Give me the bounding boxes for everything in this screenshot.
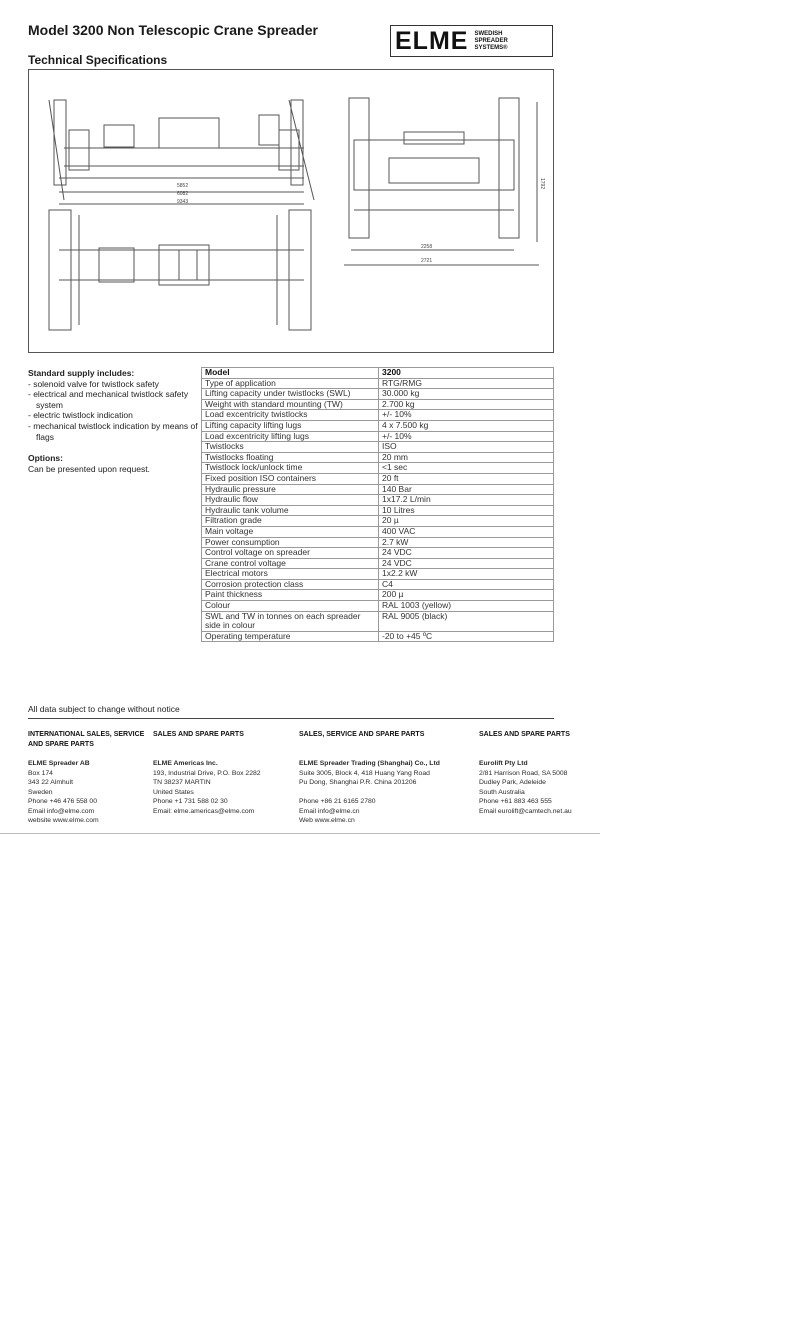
table-row: [202, 526, 554, 537]
contact-line: Email info@elme.com: [28, 807, 95, 815]
spec-label: Lifting capacity lifting lugs: [202, 420, 379, 431]
spec-value: 4 x 7.500 kg: [379, 420, 554, 431]
spec-label: Corrosion protection class: [202, 579, 379, 590]
spec-label: Main voltage: [202, 526, 379, 537]
table-row: [202, 601, 554, 612]
spec-value: 20 ft: [379, 473, 554, 484]
dimension-label: 2258: [421, 244, 433, 250]
supply-item: - solenoid valve for twistlock safety: [28, 378, 159, 389]
standard-supply: [28, 368, 198, 442]
contact-line: 343 22 Almhult: [28, 779, 73, 786]
table-row: [202, 410, 554, 421]
spec-value: 24 VDC: [379, 558, 554, 569]
spec-label: Lifting capacity under twistlocks (SWL): [202, 389, 379, 400]
contact-line: 193, Industrial Drive, P.O. Box 2282: [153, 769, 261, 777]
spec-label: Control voltage on spreader: [202, 548, 379, 559]
spec-value: RTG/RMG: [379, 378, 554, 389]
spec-value: 1x17.2 L/min: [379, 495, 554, 506]
spec-value: +/- 10%: [379, 431, 554, 442]
table-row: [202, 516, 554, 527]
table-row: [202, 505, 554, 516]
options-heading: Options:: [28, 453, 63, 463]
spec-label: Type of application: [202, 378, 379, 389]
spec-label: Fixed position ISO containers: [202, 473, 379, 484]
options-section: [28, 453, 198, 474]
table-row: [202, 420, 554, 431]
supply-item: - electric twistlock indication: [28, 410, 133, 421]
spec-value: 140 Bar: [379, 484, 554, 495]
spec-value: 20 mm: [379, 452, 554, 463]
contact-heading: SALES, SERVICE AND SPARE PARTS: [299, 731, 425, 738]
spreader-drawing: [29, 70, 555, 354]
contact-column: [299, 730, 474, 826]
spec-table: [201, 367, 554, 642]
elme-logo: [390, 25, 553, 57]
table-row: [202, 611, 554, 631]
spec-value: 1x2.2 kW: [379, 569, 554, 580]
contact-line: TN 38237 MARTIN: [153, 779, 211, 786]
contact-heading: INTERNATIONAL SALES, SERVICE AND SPARE PARTS: [28, 731, 145, 748]
contact-line: United States: [153, 788, 194, 796]
section-title: Technical Specifications: [28, 53, 168, 67]
table-row: [202, 484, 554, 495]
spec-value: 2.700 kg: [379, 399, 554, 410]
divider: [28, 718, 554, 719]
spec-label: Weight with standard mounting (TW): [202, 399, 379, 410]
dimension-label: 5852: [177, 183, 189, 189]
dimension-label: 6082: [177, 191, 189, 197]
spec-label: Power consumption: [202, 537, 379, 548]
spec-value: +/- 10%: [379, 410, 554, 421]
contact-line: Web www.elme.cn: [299, 817, 355, 824]
table-row: [202, 473, 554, 484]
spec-value: RAL 9005 (black): [379, 611, 554, 631]
spec-value: 200 µ: [379, 590, 554, 601]
spec-value: -20 to +45 ºC: [379, 631, 554, 642]
contact-column: [479, 730, 594, 816]
contact-line: South Australia: [479, 788, 525, 796]
table-row: [202, 463, 554, 474]
contact-line: Dudley Park, Adeleide: [479, 779, 546, 786]
logo-word: ELME: [395, 27, 469, 55]
spec-value: 30.000 kg: [379, 389, 554, 400]
contact-line: 2/81 Harrison Road, SA 5008: [479, 769, 568, 777]
contact-column: [153, 730, 293, 816]
table-header-cell: 3200: [379, 368, 554, 379]
table-row: [202, 579, 554, 590]
contact-heading: SALES AND SPARE PARTS: [153, 731, 244, 738]
spec-value: ISO: [379, 442, 554, 453]
spec-value: 24 VDC: [379, 548, 554, 559]
contact-line: [299, 788, 474, 798]
dimension-label: 2721: [421, 258, 433, 264]
spec-label: Colour: [202, 601, 379, 612]
spec-value: 10 Litres: [379, 505, 554, 516]
table-row: [202, 548, 554, 559]
spec-value: 20 µ: [379, 516, 554, 527]
table-row: [202, 569, 554, 580]
table-row: [202, 452, 554, 463]
contact-line: Box 174: [28, 769, 53, 777]
table-row: [202, 558, 554, 569]
table-header-row: [202, 368, 554, 379]
spec-label: Hydraulic flow: [202, 495, 379, 506]
contact-line: ELME Spreader AB: [28, 760, 90, 767]
table-row: [202, 431, 554, 442]
spec-label: SWL and TW in tonnes on each spreader side in colour: [202, 611, 379, 631]
page-bottom-rule: [0, 833, 600, 834]
notice-text: All data subject to change without notice: [28, 704, 180, 714]
spec-label: Filtration grade: [202, 516, 379, 527]
spec-label: Twistlock lock/unlock time: [202, 463, 379, 474]
spec-value: C4: [379, 579, 554, 590]
table-row: [202, 399, 554, 410]
supply-item: - mechanical twistlock indication by means of flags: [28, 420, 198, 442]
spec-label: Crane control voltage: [202, 558, 379, 569]
spec-label: Electrical motors: [202, 569, 379, 580]
logo-tagline: SWEDISH SPREADER SYSTEMS®: [474, 30, 508, 51]
spec-label: Hydraulic pressure: [202, 484, 379, 495]
contact-column: [28, 730, 148, 826]
spec-value: RAL 1003 (yellow): [379, 601, 554, 612]
supply-item: - electrical and mechanical twistlock safety system: [28, 389, 189, 410]
table-row: [202, 442, 554, 453]
contact-line: Phone +86 21 6165 2780: [299, 798, 376, 805]
dimension-label: 1792: [539, 178, 545, 190]
page-title: Model 3200 Non Telescopic Crane Spreader: [28, 22, 318, 38]
spec-label: Hydraulic tank volume: [202, 505, 379, 516]
supply-heading: Standard supply includes:: [28, 368, 135, 378]
table-row: [202, 389, 554, 400]
spec-value: 400 VAC: [379, 526, 554, 537]
contact-line: Eurolift Pty Ltd: [479, 760, 528, 767]
contact-line: Email: elme.americas@elme.com: [153, 807, 255, 815]
spec-label: Load excentricity lifting lugs: [202, 431, 379, 442]
contact-line: website www.elme.com: [28, 817, 99, 824]
table-row: [202, 495, 554, 506]
spec-value: <1 sec: [379, 463, 554, 474]
contact-line: Sweden: [28, 788, 53, 796]
table-row: [202, 631, 554, 642]
spec-label: Twistlocks floating: [202, 452, 379, 463]
contact-heading: SALES AND SPARE PARTS: [479, 731, 570, 738]
spec-label: Twistlocks: [202, 442, 379, 453]
spec-label: Paint thickness: [202, 590, 379, 601]
contact-line: ELME Spreader Trading (Shanghai) Co., Ltd: [299, 760, 440, 767]
options-text: Can be presented upon request.: [28, 463, 150, 474]
spec-value: 2.7 kW: [379, 537, 554, 548]
contact-line: Suite 3005, Block 4, 418 Huang Yang Road: [299, 769, 430, 777]
spec-label: Operating temperature: [202, 631, 379, 642]
contact-line: Email info@elme.cn: [299, 807, 360, 815]
contact-line: Pu Dong, Shanghai P.R. China 201206: [299, 779, 417, 786]
contact-line: Phone +46 476 558 00: [28, 798, 97, 805]
contact-line: Email eurolift@camtech.net.au: [479, 807, 572, 815]
contact-line: ELME Americas Inc.: [153, 760, 218, 767]
contact-line: Phone +61 883 463 555: [479, 798, 552, 805]
dimension-label: 9343: [177, 199, 189, 205]
spec-label: Load excentricity twistlocks: [202, 410, 379, 421]
technical-drawing: [28, 69, 554, 353]
table-row: [202, 378, 554, 389]
contact-line: Phone +1 731 588 02 30: [153, 798, 228, 805]
table-row: [202, 590, 554, 601]
table-header-cell: Model: [202, 368, 379, 379]
table-row: [202, 537, 554, 548]
